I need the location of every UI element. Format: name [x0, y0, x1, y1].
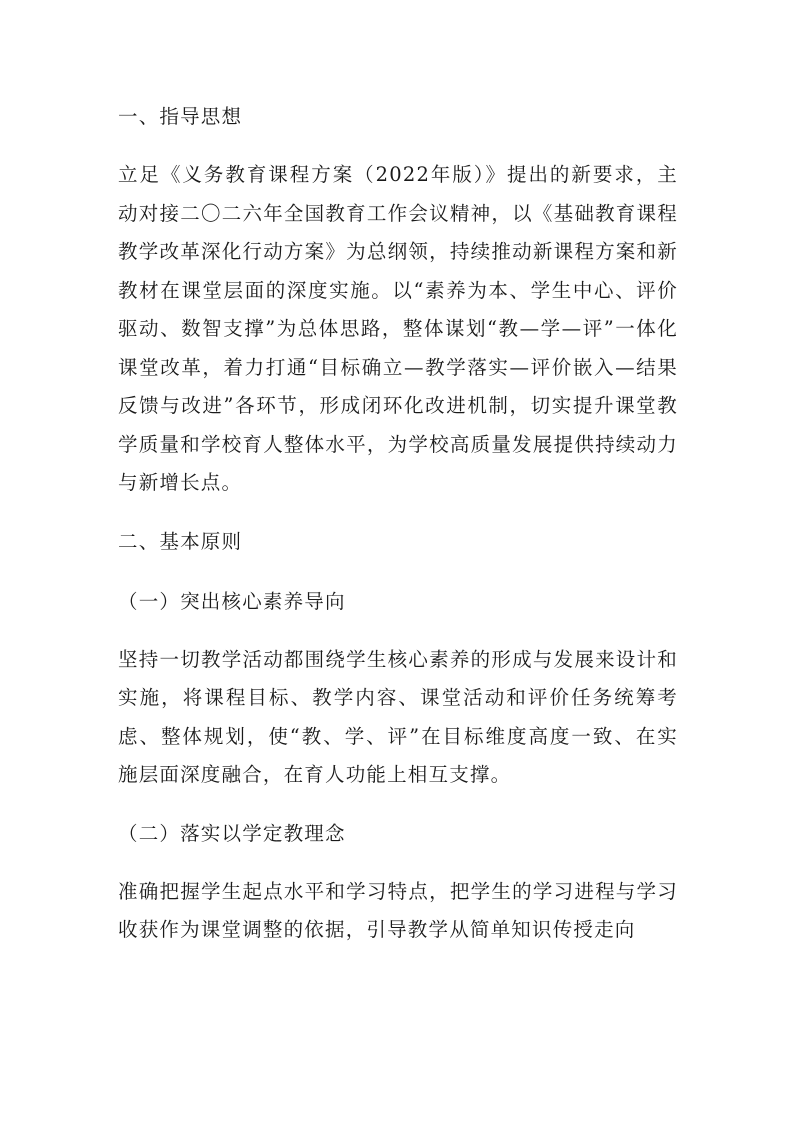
section-heading-guiding-ideology: 一、指导思想	[118, 105, 243, 128]
paragraph-core-literacy: 坚持一切教学活动都围绕学生核心素养的形成与发展来设计和实施，将课程目标、教学内容、课堂活动和评价任务统筹考虑、整体规划，使“教、学、评”在目标维度高度一致、在实施层面深度融合，在育人功能上相互支撑。	[118, 647, 678, 786]
paragraph-guiding-ideology: 立足《义务教育课程方案（2022年版）》提出的新要求，主动对接二〇二六年全国教育工作会议精神，以《基础教育课程教学改革深化行动方案》为总纲领，持续推动新课程方案和新教材在课堂层面的深度实施。以“素养为本、学生中心、评价驱动、数智支撑”为总体思路，整体谋划“教—学—评”一体化课堂改革，着力打通“目标确立—教学落实—评价嵌入—结果反馈与改进”各环节，形成闭环化改进机制，切实提升课堂教学质量和学校育人整体水平，为学校高质量发展提供持续动力与新增长点。	[118, 163, 678, 494]
section-heading-basic-principles: 二、基本原则	[118, 529, 243, 553]
subsection-heading-core-literacy: （一）突出核心素养导向	[118, 589, 346, 613]
paragraph-learning-based-teaching: 准确把握学生起点水平和学习特点，把学生的学习进程与学习收获作为课堂调整的依据，引导教学从简单知识传授走向	[118, 879, 678, 941]
subsection-heading-learning-based-teaching: （二）落实以学定教理念	[118, 821, 346, 845]
document-body	[118, 96, 678, 950]
